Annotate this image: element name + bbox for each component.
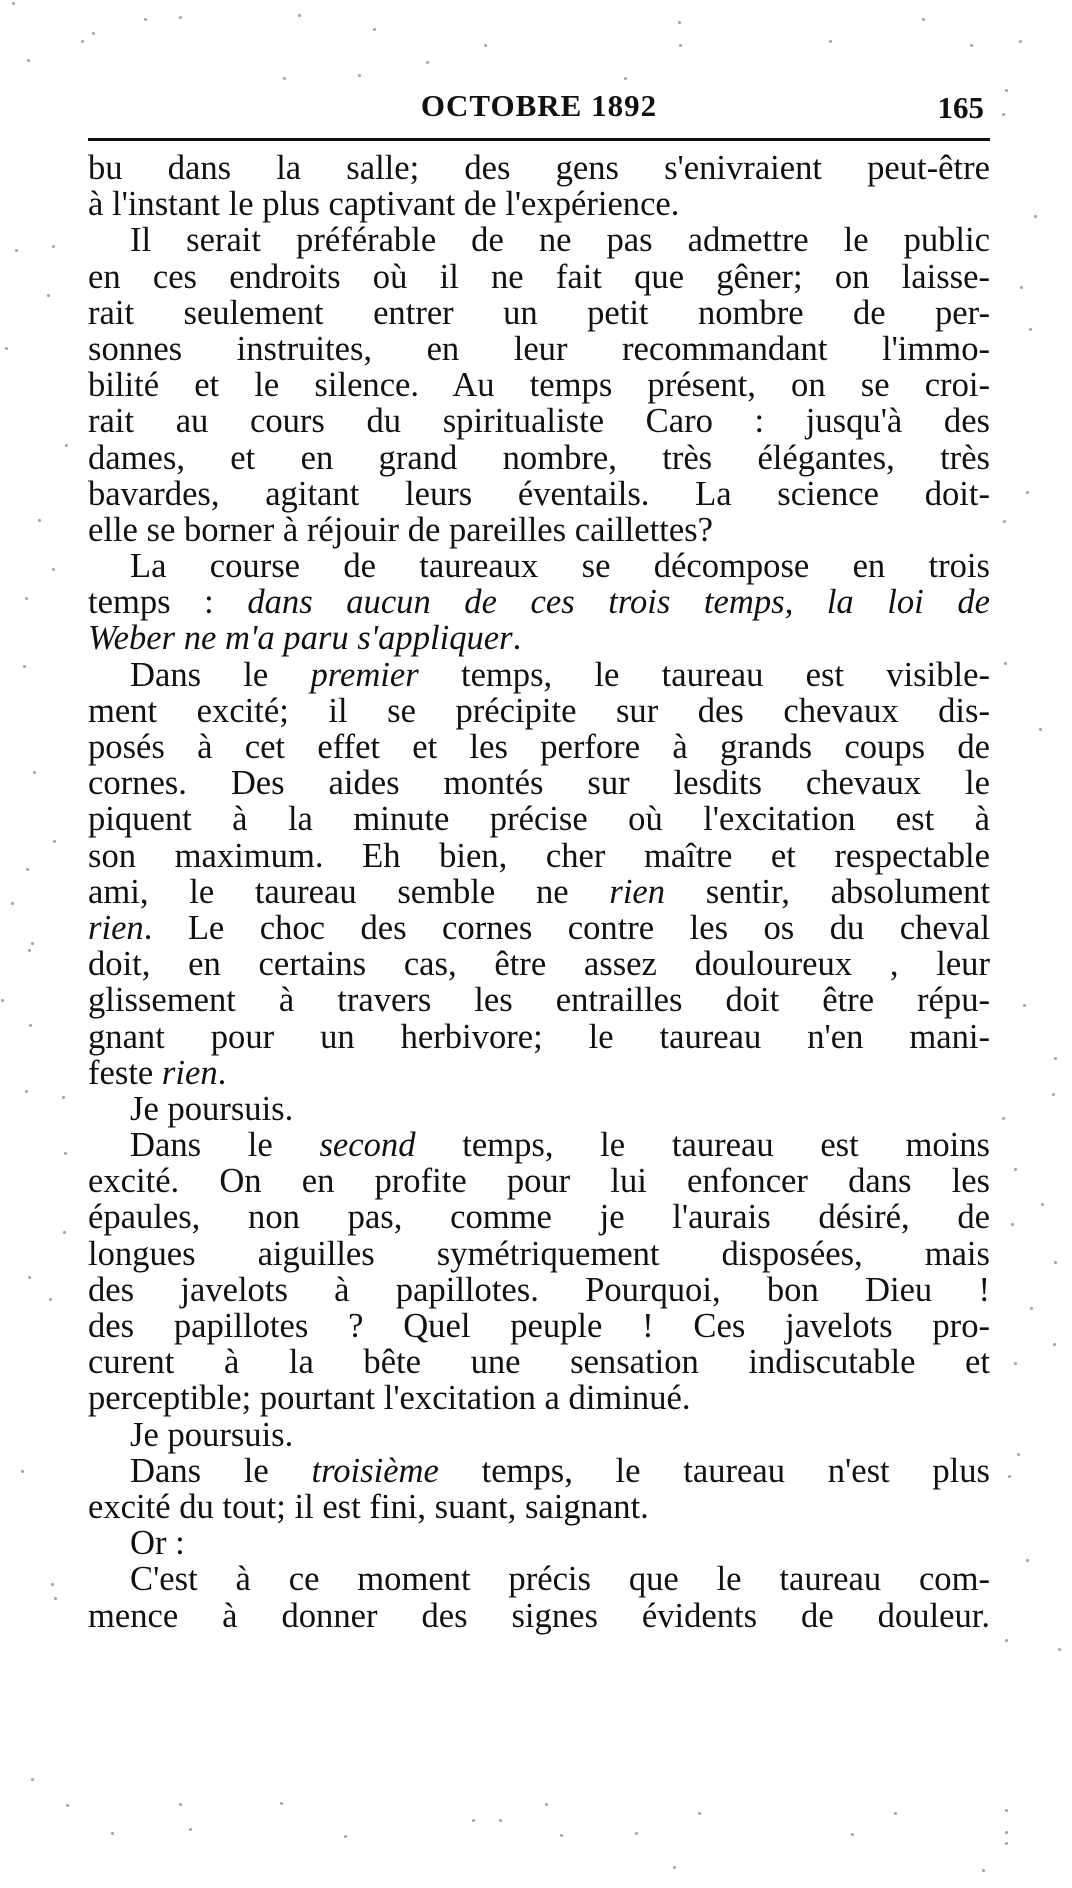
paper-speck xyxy=(499,1819,502,1822)
paper-speck xyxy=(92,32,95,35)
paper-speck xyxy=(25,1090,28,1093)
paper-speck xyxy=(111,1832,114,1835)
text-line xyxy=(88,620,990,656)
paper-speck xyxy=(283,77,286,80)
paper-speck xyxy=(5,347,8,350)
header-rule xyxy=(88,138,990,141)
paper-speck xyxy=(1020,286,1023,289)
paper-speck xyxy=(52,568,55,571)
paper-speck xyxy=(344,1835,347,1838)
line-italic: dans aucun de ces trois temps, la loi de xyxy=(247,583,990,622)
line-italic: rien xyxy=(161,1053,218,1092)
text-line xyxy=(88,1236,990,1272)
line-text: feste xyxy=(88,1053,162,1092)
line-italic: rien xyxy=(88,908,144,947)
text-line xyxy=(88,982,990,1018)
line-text: excité du tout; il est fini, suant, saignant. xyxy=(88,1487,649,1526)
paper-speck xyxy=(358,74,361,77)
text-line xyxy=(88,693,990,729)
paper-speck xyxy=(1005,1809,1008,1812)
paper-speck xyxy=(1005,89,1008,92)
line-text-after: temps, le taureau est moins xyxy=(415,1126,990,1165)
paper-speck xyxy=(1058,1648,1061,1651)
paper-speck xyxy=(1030,1307,1033,1310)
line-italic: troisième xyxy=(311,1451,439,1490)
paper-speck xyxy=(144,18,147,21)
line-text: Dans le xyxy=(130,655,311,694)
paper-speck xyxy=(11,902,14,905)
text-line xyxy=(88,476,990,512)
paper-speck xyxy=(33,771,36,774)
line-text: Je poursuis. xyxy=(130,1089,294,1128)
running-title: OCTOBRE 1892 xyxy=(420,88,658,123)
line-text: épaules, non pas, comme je l'aurais désiré, de xyxy=(88,1198,990,1237)
paper-speck xyxy=(1052,1093,1055,1096)
paper-speck xyxy=(829,40,832,43)
line-text: Dans le xyxy=(130,1451,312,1490)
paper-speck xyxy=(81,40,84,43)
line-text: en ces endroits où il ne fait que gêner; on laisse- xyxy=(88,257,990,296)
paper-speck xyxy=(851,1833,854,1836)
line-text: Il serait préférable de ne pas admettre le public xyxy=(130,221,990,260)
paper-speck xyxy=(179,1803,182,1806)
line-text-after: temps, le taureau n'est plus xyxy=(438,1451,990,1490)
paper-speck xyxy=(38,519,41,522)
line-text-after: temps, le taureau est visible- xyxy=(418,655,990,694)
text-line xyxy=(88,838,990,874)
paper-speck xyxy=(31,1778,34,1781)
line-text: rait seulement entrer un petit nombre de per- xyxy=(88,293,990,332)
text-line xyxy=(88,1019,990,1055)
line-italic: second xyxy=(319,1126,416,1165)
text-line xyxy=(88,1344,990,1380)
text-line xyxy=(88,440,990,476)
line-text: posés à cet effet et les perfore à grands coups de xyxy=(88,728,990,766)
text-line xyxy=(88,1199,990,1235)
line-text: rait au cours du spiritualiste Caro : jusqu'à des xyxy=(88,402,990,441)
paper-speck xyxy=(47,294,50,297)
text-line xyxy=(88,1091,990,1127)
paper-speck xyxy=(894,1812,897,1815)
paper-speck xyxy=(1017,1453,1020,1456)
paper-speck xyxy=(1041,1203,1044,1206)
body-text xyxy=(88,150,990,1634)
text-line xyxy=(88,1127,990,1163)
line-text-after: sentir, absolument xyxy=(665,872,990,911)
line-text: ami, le taureau semble ne xyxy=(88,872,610,911)
text-line xyxy=(88,150,990,186)
paper-speck xyxy=(25,597,28,600)
paper-speck xyxy=(1054,1261,1057,1264)
paper-speck xyxy=(28,1276,31,1279)
line-italic: Weber ne m'a paru s'appliquer xyxy=(88,619,513,658)
line-text: son maximum. Eh bien, cher maître et respectable xyxy=(88,836,990,875)
paper-speck xyxy=(1011,1223,1014,1226)
paper-speck xyxy=(635,1832,638,1835)
paper-speck xyxy=(1005,1831,1008,1834)
line-text: sonnes instruites, en leur recommandant l'immo- xyxy=(88,329,990,368)
paper-speck xyxy=(679,44,682,47)
line-text: piquent à la minute précise où l'excitation est à xyxy=(88,800,990,839)
paper-speck xyxy=(1002,1117,1005,1120)
paper-speck xyxy=(26,868,29,871)
paper-speck xyxy=(23,665,26,668)
text-line xyxy=(88,186,990,222)
paper-speck xyxy=(27,59,30,62)
text-line xyxy=(88,1561,990,1597)
paper-speck xyxy=(1008,1475,1011,1478)
paper-speck xyxy=(1,999,4,1002)
paper-speck xyxy=(54,1597,57,1600)
paper-speck xyxy=(1034,215,1037,218)
line-text: elle se borner à réjouir de pareilles caillettes? xyxy=(88,510,713,549)
paper-speck xyxy=(1004,662,1007,665)
paper-speck xyxy=(624,77,627,80)
paper-speck xyxy=(63,1231,66,1234)
paper-speck xyxy=(678,21,681,24)
text-line xyxy=(88,1272,990,1308)
page-header xyxy=(88,88,990,128)
paper-speck xyxy=(1026,1559,1029,1562)
paper-speck xyxy=(51,1583,54,1586)
line-italic: premier xyxy=(310,655,419,694)
paper-speck xyxy=(49,1298,52,1301)
text-line xyxy=(88,1453,990,1489)
paper-speck xyxy=(545,1803,548,1806)
text-line xyxy=(88,222,990,258)
paper-speck xyxy=(179,16,182,19)
paper-speck xyxy=(1014,1362,1017,1365)
paper-speck xyxy=(65,444,68,447)
paper-speck xyxy=(1014,1168,1017,1171)
paper-speck xyxy=(64,1152,67,1155)
text-line xyxy=(88,331,990,367)
line-text-after: . xyxy=(512,619,522,658)
text-line xyxy=(88,1308,990,1344)
text-line xyxy=(88,1525,990,1561)
paper-speck xyxy=(1029,328,1032,331)
text-line xyxy=(88,1055,990,1091)
text-line xyxy=(88,1598,990,1634)
line-text: bu dans la salle; des gens s'enivraient peut-être xyxy=(88,149,990,187)
text-line xyxy=(88,403,990,439)
paper-speck xyxy=(52,245,55,248)
paper-speck xyxy=(280,1802,283,1805)
line-text: bilité et le silence. Au temps présent, on se croi- xyxy=(88,366,990,405)
line-text: dames, et en grand nombre, très élégantes, très xyxy=(88,438,990,477)
paper-speck xyxy=(426,61,429,64)
paper-speck xyxy=(1002,113,1005,116)
line-text: Dans le xyxy=(130,1126,320,1165)
paper-speck xyxy=(970,44,973,47)
paper-speck xyxy=(698,1812,701,1815)
line-text: des javelots à papillotes. Pourquoi, bon Dieu ! xyxy=(88,1270,990,1309)
paper-speck xyxy=(62,1096,65,1099)
text-line xyxy=(88,1380,990,1416)
paper-speck xyxy=(15,249,18,252)
paper-speck xyxy=(298,14,301,17)
text-line xyxy=(88,729,990,765)
paper-speck xyxy=(1005,1639,1008,1642)
text-line xyxy=(88,765,990,801)
line-text: La course de taureaux se décompose en trois xyxy=(130,547,990,586)
line-text: mence à donner des signes évidents de douleur. xyxy=(88,1596,990,1635)
text-line xyxy=(88,584,990,620)
line-italic: rien xyxy=(609,872,666,911)
paper-speck xyxy=(673,1866,676,1869)
line-text: glissement à travers les entrailles doit être répu- xyxy=(88,981,990,1020)
paper-speck xyxy=(189,1828,192,1831)
text-line xyxy=(88,548,990,584)
paper-speck xyxy=(1039,728,1042,731)
paper-speck xyxy=(472,1819,475,1822)
paper-speck xyxy=(560,1834,563,1837)
paper-speck xyxy=(1053,1343,1056,1346)
paper-speck xyxy=(29,1024,32,1027)
paper-speck xyxy=(1019,40,1022,43)
line-text: longues aiguilles symétriquement disposées, mais xyxy=(88,1234,990,1273)
line-text: excité. On en profite pour lui enfoncer dans les xyxy=(88,1162,990,1201)
paper-speck xyxy=(982,1869,985,1872)
text-line xyxy=(88,1163,990,1199)
text-line xyxy=(88,657,990,693)
paper-speck xyxy=(21,1470,24,1473)
text-line xyxy=(88,1417,990,1453)
line-text: perceptible; pourtant l'excitation a diminué. xyxy=(88,1379,691,1418)
text-line xyxy=(88,367,990,403)
line-text: Je poursuis. xyxy=(130,1415,294,1454)
page-number: 165 xyxy=(937,90,984,125)
paper-speck xyxy=(1005,1842,1008,1845)
text-line xyxy=(88,1489,990,1525)
line-text: gnant pour un herbivore; le taureau n'en mani- xyxy=(88,1017,990,1056)
paper-speck xyxy=(373,28,376,31)
line-text: temps : xyxy=(88,583,248,622)
paper-speck xyxy=(1003,520,1006,523)
paper-speck xyxy=(28,949,31,952)
line-text: cornes. Des aides montés sur lesdits chevaux le xyxy=(88,764,990,803)
paper-speck xyxy=(922,18,925,21)
text-line xyxy=(88,295,990,331)
text-line xyxy=(88,801,990,837)
line-text: doit, en certains cas, être assez douloureux , leur xyxy=(88,945,990,984)
text-line xyxy=(88,512,990,548)
line-text: curent à la bête une sensation indiscutable et xyxy=(88,1343,990,1382)
line-text: Or : xyxy=(130,1524,185,1563)
paper-speck xyxy=(66,1804,69,1807)
paper-speck xyxy=(31,942,34,945)
line-text-after: . xyxy=(217,1053,227,1092)
paper-speck xyxy=(1054,1057,1057,1060)
line-text: ment excité; il se précipite sur des chevaux dis- xyxy=(88,691,990,730)
text-line xyxy=(88,259,990,295)
paper-speck xyxy=(1023,1004,1026,1007)
line-text: à l'instant le plus captivant de l'expérience. xyxy=(88,185,680,224)
text-line xyxy=(88,946,990,982)
text-line xyxy=(88,910,990,946)
paper-speck xyxy=(53,840,56,843)
line-text-after: . Le choc des cornes contre les os du cheval xyxy=(143,908,990,947)
paper-speck xyxy=(484,44,487,47)
line-text: C'est à ce moment précis que le taureau com- xyxy=(130,1560,990,1599)
line-text: bavardes, agitant leurs éventails. La science doit- xyxy=(88,474,990,513)
text-line xyxy=(88,874,990,910)
paper-speck xyxy=(12,2,15,5)
paper-speck xyxy=(1026,491,1029,494)
line-text: des papillotes ? Quel peuple ! Ces javelots pro- xyxy=(88,1307,990,1345)
